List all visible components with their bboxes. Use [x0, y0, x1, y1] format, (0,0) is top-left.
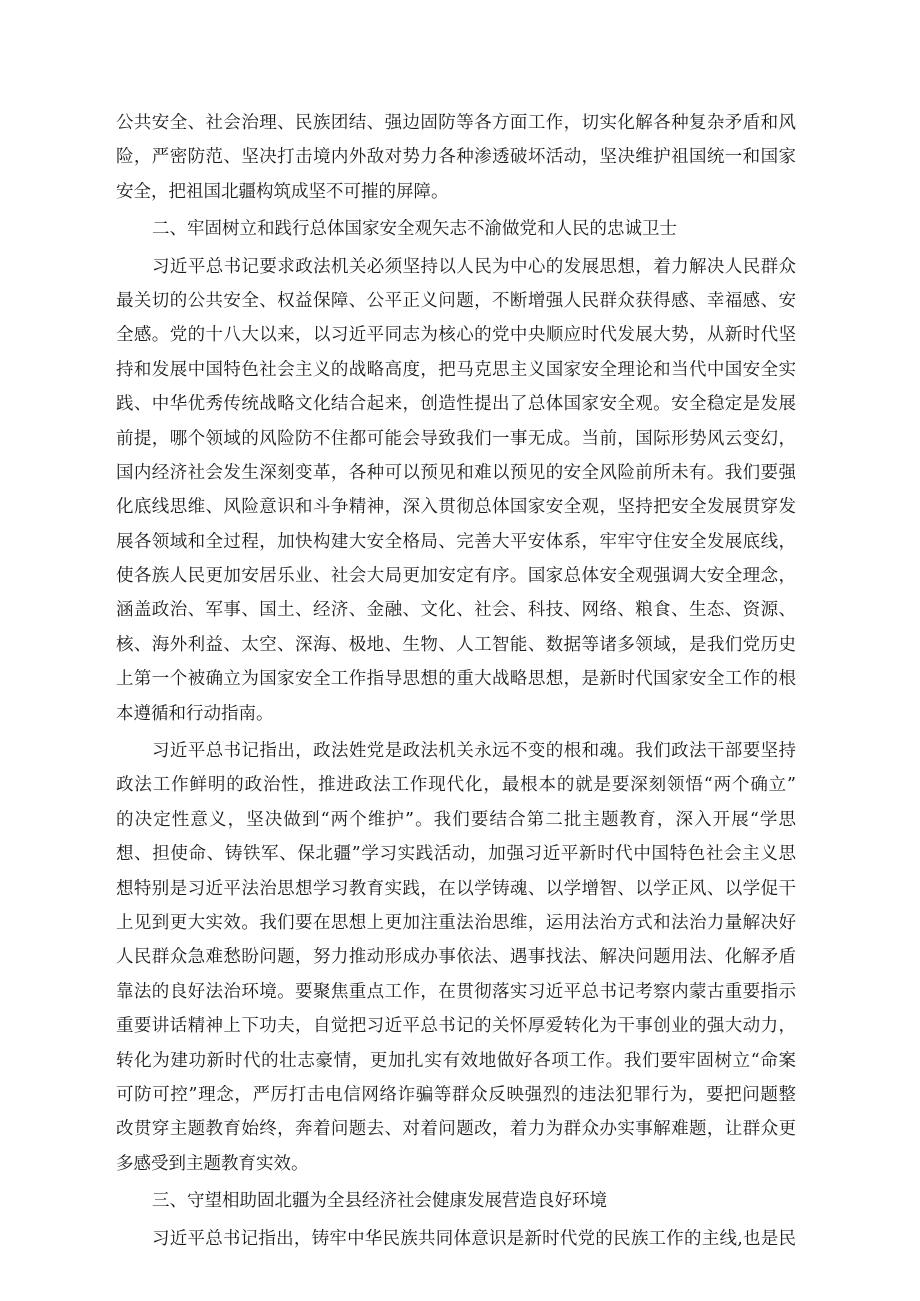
text-line: 重要讲话精神上下功夫，自觉把习近平总书记的关怀厚爱转化为干事创业的强大动力， — [116, 1016, 796, 1037]
text-line: 习近平总书记指出，铸牢中华民族共同体意识是新时代党的民族工作的主线,也是民 — [152, 1228, 796, 1249]
text-line: 险，严密防范、坚决打击境内外敌对势力各种渗透破坏活动，坚决维护祖国统一和国家 — [116, 147, 796, 168]
text-line: 习近平总书记指出，政法姓党是政法机关永远不变的根和魂。我们政法干部要坚持 — [152, 741, 796, 762]
text-line: 安全，把祖国北疆构筑成坚不可摧的屏障。 — [116, 181, 449, 202]
section-heading: 三、守望相助固北疆为全县经济社会健康发展营造良好环境 — [152, 1191, 607, 1212]
text-line: 转化为建功新时代的壮志豪情，更加扎实有效地做好各项工作。我们要牢固树立“命案 — [116, 1050, 796, 1071]
text-line: 前提，哪个领域的风险防不住都可能会导致我们一事无成。当前，国际形势风云变幻， — [116, 428, 796, 449]
text-line: 践、中华优秀传统战略文化结合起来，创造性提出了总体国家安全观。安全稳定是发展 — [116, 394, 796, 415]
text-line: 靠法的良好法治环境。要聚焦重点工作，在贯彻落实习近平总书记考察内蒙古重要指示 — [116, 981, 796, 1002]
section-heading: 二、牢固树立和践行总体国家安全观矢志不渝做党和人民的忠诚卫士 — [152, 219, 677, 240]
text-line: 使各族人民更加安居乐业、社会大局更加安定有序。国家总体安全观强调大安全理念， — [116, 566, 796, 587]
text-line: 可防可控”理念，严厉打击电信网络诈骗等群众反映强烈的违法犯罪行为，要把问题整 — [116, 1084, 796, 1105]
text-line: 政法工作鲜明的政治性，推进政法工作现代化，最根本的就是要深刻领悟“两个确立” — [116, 775, 796, 796]
text-line: 展各领域和全过程，加快构建大安全格局、完善大平安体系，牢牢守住安全发展底线， — [116, 531, 796, 552]
document-page — [116, 106, 796, 1256]
text-line: 习近平总书记要求政法机关必须坚持以人民为中心的发展思想，着力解决人民群众 — [152, 256, 796, 277]
text-line: 上第一个被确立为国家安全工作指导思想的重大战略思想，是新时代国家安全工作的根 — [116, 669, 796, 690]
paragraph — [116, 1222, 796, 1256]
text-line: 本遵循和行动指南。 — [116, 703, 274, 724]
text-line: 想、担使命、铸铁军、保北疆”学习实践活动，加强习近平新时代中国特色社会主义思 — [116, 844, 796, 865]
text-line: 涵盖政治、军事、国土、经济、金融、文化、社会、科技、网络、粮食、生态、资源、 — [116, 600, 796, 621]
paragraph — [116, 250, 796, 731]
text-line: 国内经济社会发生深刻变革，各种可以预见和难以预见的安全风险前所未有。我们要强 — [116, 462, 796, 483]
text-line: 上见到更大实效。我们要在思想上更加注重法治思维，运用法治方式和法治力量解决好 — [116, 912, 796, 933]
paragraph — [116, 106, 796, 209]
text-line: 人民群众急难愁盼问题，努力推动形成办事依法、遇事找法、解决问题用法、化解矛盾 — [116, 947, 796, 968]
text-line: 最关切的公共安全、权益保障、公平正义问题，不断增强人民群众获得感、幸福感、安 — [116, 290, 796, 311]
text-line: 多感受到主题教育实效。 — [116, 1153, 309, 1174]
text-line: 全感。党的十八大以来，以习近平同志为核心的党中央顺应时代发展大势，从新时代坚 — [116, 325, 796, 346]
text-line: 化底线思维、风险意识和斗争精神，深入贯彻总体国家安全观，坚持把安全发展贯穿发 — [116, 497, 796, 518]
text-line: 持和发展中国特色社会主义的战略高度，把马克思主义国家安全理论和当代中国安全实 — [116, 359, 796, 380]
text-line: 的决定性意义，坚决做到“两个维护”。我们要结合第二批主题教育，深入开展“学思 — [116, 809, 796, 830]
text-line: 改贯穿主题教育始终，奔着问题去、对着问题改，着力为群众办实事解难题，让群众更 — [116, 1119, 796, 1140]
text-line: 核、海外利益、太空、深海、极地、生物、人工智能、数据等诸多领域，是我们党历史 — [116, 634, 796, 655]
paragraph — [116, 734, 796, 1181]
text-line: 想特别是习近平法治思想学习教育实践，在以学铸魂、以学增智、以学正风、以学促干 — [116, 878, 796, 899]
text-line: 公共安全、社会治理、民族团结、强边固防等各方面工作，切实化解各种复杂矛盾和风 — [116, 113, 796, 133]
